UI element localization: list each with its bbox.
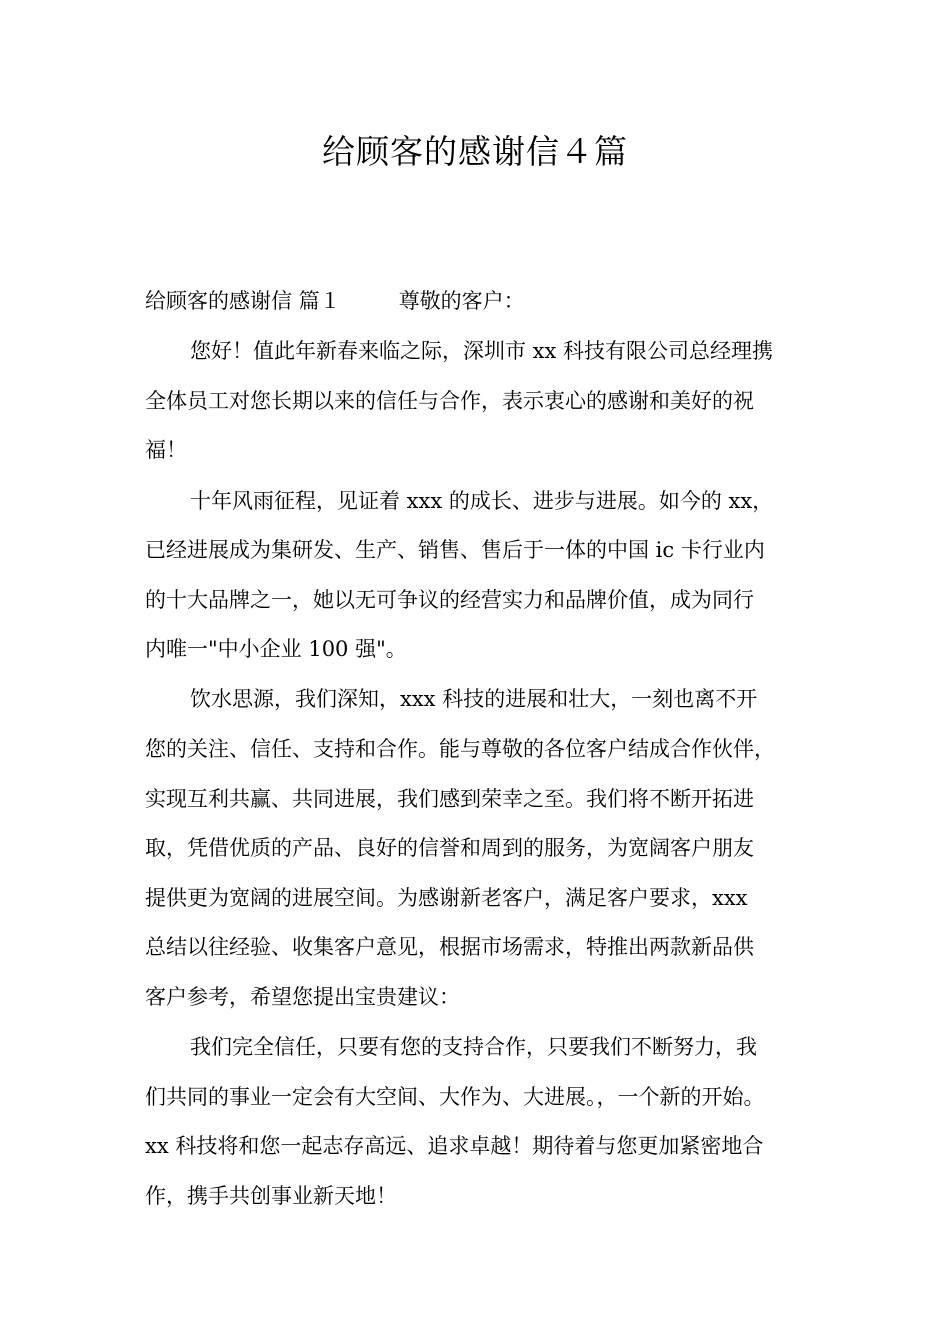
paragraph-line: 我们完全信任，只要有您的支持合作，只要我们不断努力，我 bbox=[190, 1035, 757, 1059]
salutation: 尊敬的客户： bbox=[398, 289, 525, 313]
paragraph-line: 福！ bbox=[145, 438, 187, 462]
letter-heading-label: 给顾客的感谢信 篇１ bbox=[145, 289, 341, 313]
paragraph-line: 作，携手共创事业新天地！ bbox=[145, 1184, 397, 1208]
paragraph-line: 十年风雨征程，见证着 xxx 的成长、进步与进展。如今的 xx， bbox=[190, 489, 774, 513]
paragraph-line: 您的关注、信任、支持和合作。能与尊敬的各位客户结成合作伙伴， bbox=[145, 737, 775, 761]
paragraph-line: 您好！值此年新春来临之际，深圳市 xx 科技有限公司总经理携 bbox=[190, 339, 774, 363]
paragraph-line: 总结以往经验、收集客户意见，根据市场需求，特推出两款新品供 bbox=[145, 935, 754, 959]
paragraph-line: xx 科技将和您一起志存高远、追求卓越！期待着与您更加紧密地合 bbox=[145, 1134, 764, 1158]
paragraph-line: 内唯一"中小企业 100 强"。 bbox=[145, 637, 407, 661]
paragraph-line: 饮水思源，我们深知，xxx 科技的进展和壮大，一刻也离不开 bbox=[190, 687, 758, 711]
heading-line bbox=[145, 286, 835, 316]
paragraph-line: 提供更为宽阔的进展空间。为感谢新老客户，满足客户要求，xxx bbox=[145, 886, 748, 910]
paragraph-line: 们共同的事业一定会有大空间、大作为、大进展。，一个新的开始。 bbox=[145, 1085, 765, 1109]
paragraph-line: 取，凭借优质的产品、良好的信誉和周到的服务，为宽阔客户朋友 bbox=[145, 836, 754, 860]
paragraph-line: 实现互利共赢、共同进展，我们感到荣幸之至。我们将不断开拓进 bbox=[145, 787, 754, 811]
paragraph-line: 客户参考，希望您提出宝贵建议： bbox=[145, 985, 460, 1009]
paragraph-line: 全体员工对您长期以来的信任与合作，表示衷心的感谢和美好的祝 bbox=[145, 389, 754, 413]
paragraph-line: 的十大品牌之一，她以无可争议的经营实力和品牌价值，成为同行 bbox=[145, 588, 754, 612]
document-title: 给顾客的感谢信４篇 bbox=[322, 132, 628, 171]
paragraph-line: 已经进展成为集研发、生产、销售、售后于一体的中国 ic 卡行业内 bbox=[145, 538, 765, 562]
